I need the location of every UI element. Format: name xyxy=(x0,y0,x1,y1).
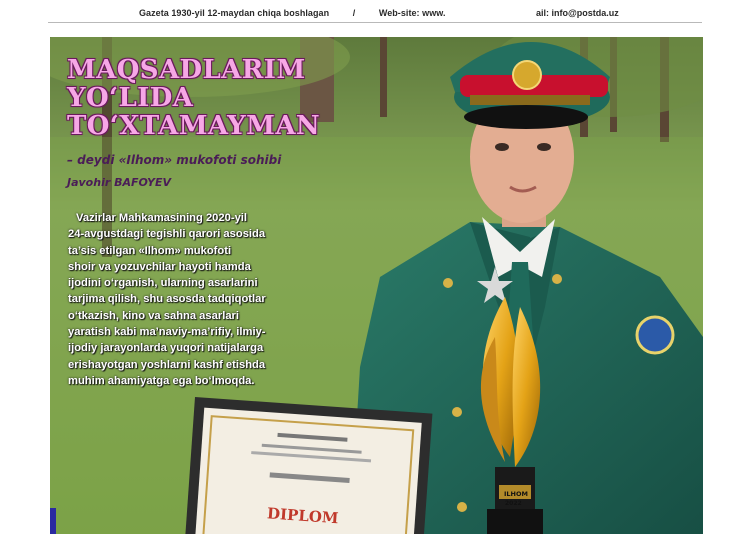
trophy-year: 2022 xyxy=(505,500,522,507)
lead-line: erishayotgan yoshlarni kashf etishda xyxy=(68,358,266,371)
masthead-separator: / xyxy=(352,8,356,18)
article-title xyxy=(67,56,327,140)
masthead-rule xyxy=(48,22,702,23)
title-line: TO‘XTAMAYMAN xyxy=(67,111,321,141)
lead-paragraph xyxy=(68,210,313,389)
masthead-info xyxy=(139,8,446,18)
lead-line: yaratish kabi ma’naviy-ma’rifiy, ilmiy- xyxy=(68,326,266,339)
masthead xyxy=(0,0,750,30)
lead-line: tarjima qilish, shu asosda tadqiqotlar xyxy=(68,293,266,306)
lead-line: o‘tkazish, kino va sahna asarlari xyxy=(68,309,239,322)
email-label: ail: info@postda.uz xyxy=(536,8,619,18)
founded-note: Gazeta 1930-yil 12-maydan chiqa boshlagan xyxy=(139,8,330,18)
lead-line: ijodini o‘rganish, ularning asarlarini xyxy=(68,277,258,290)
lead-line: ijodiy jarayonlarda yuqori natijalarga xyxy=(68,342,264,355)
article-subtitle: – deydi «Ilhom» mukofoti sohibi xyxy=(67,153,282,167)
trophy-label: ILHOM xyxy=(504,490,528,498)
lead-line: 24-avgustdagi tegishli qarori asosida xyxy=(68,228,266,241)
lead-line: ta’sis etilgan «Ilhom» mukofoti xyxy=(68,244,232,257)
lead-line: shoir va yozuvchilar hayoti hamda xyxy=(68,260,251,273)
accent-bar xyxy=(50,508,56,534)
article-author: Javohir BAFOYEV xyxy=(67,176,172,189)
title-line: MAQSADLARIM xyxy=(67,55,306,85)
lead-line: Vazirlar Mahkamasining 2020-yil xyxy=(76,212,248,224)
lead-line: muhim ahamiyatga ega bo‘lmoqda. xyxy=(68,374,255,387)
title-line: YO‘LIDA xyxy=(67,83,194,113)
website-label: Web-site: www. xyxy=(378,8,446,18)
diploma-label: DIPLOM xyxy=(266,504,340,528)
